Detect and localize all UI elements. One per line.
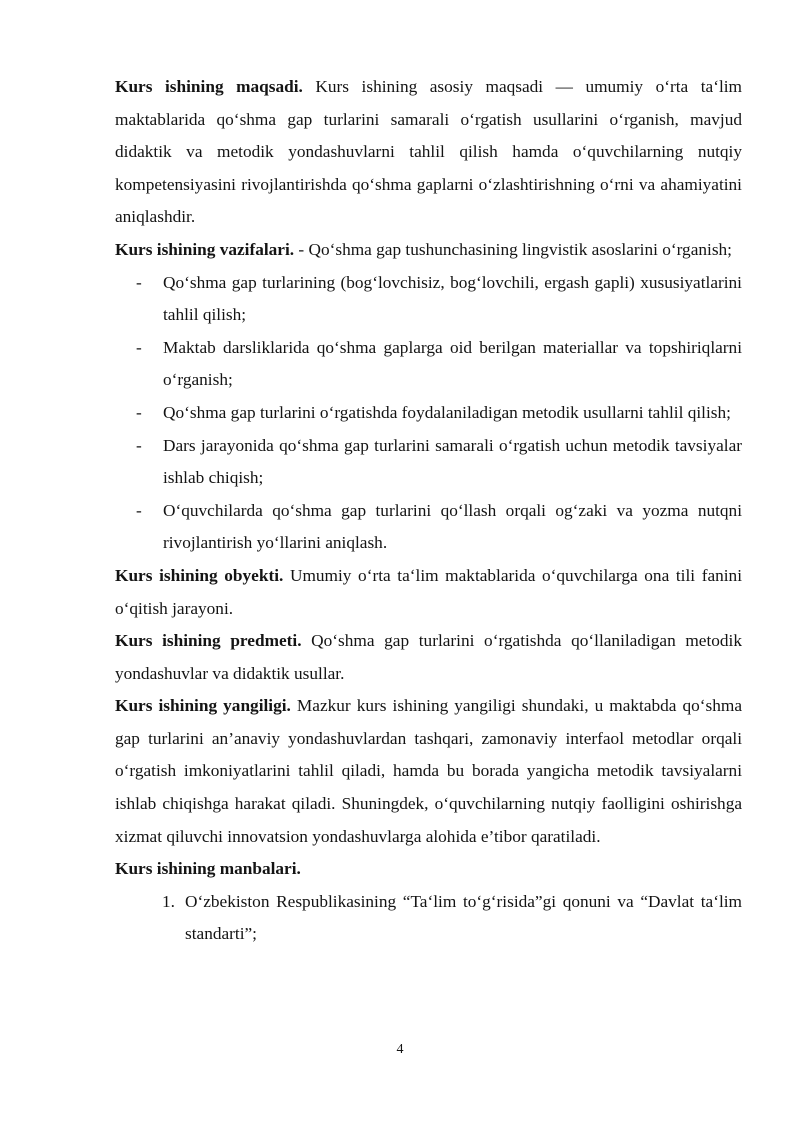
list-item-text: Dars jarayonida qo‘shma gap turlarini samarali o‘rgatish uchun metodik tavsiyalar ishlab chiqish;: [163, 435, 742, 488]
dash-marker: -: [136, 272, 142, 292]
paragraph-obyekt: [115, 560, 742, 625]
list-item-text: Maktab darsliklarida qo‘shma gaplarga oid berilgan materiallar va topshiriqlarni o‘rganish;: [163, 337, 742, 390]
heading-obyekt: Kurs ishining obyekti.: [115, 565, 284, 585]
heading-yangilik: Kurs ishining yangiligi.: [115, 696, 291, 716]
text-vazifalar: - Qo‘shma gap tushunchasining lingvistik asoslarini o‘rganish;: [294, 239, 732, 259]
paragraph-maqsad: [115, 71, 742, 234]
heading-manbalar: Kurs ishining manbalari.: [115, 859, 301, 879]
list-number: 1.: [162, 891, 175, 911]
page-content: [115, 71, 742, 951]
paragraph-predmet: [115, 625, 742, 690]
list-item-text: Qo‘shma gap turlarini o‘rgatishda foydalaniladigan metodik usullarni tahlil qilish;: [163, 402, 731, 422]
task-list: [115, 267, 742, 560]
text-yangilik: Mazkur kurs ishining yangiligi shundaki, u maktabda qo‘shma gap turlarini an’anaviy yondashuvlardan tashqari, zamonaviy interfaol metodlar orqali o‘rgatish imkoniyatlarini tahlil qiladi, hamda bu borada yangicha metodik tavsiyalarni ishlab chiqishga harakat qiladi. Shuningdek, o‘quvchilarning nutqiy faolligini oshirishga xizmat qiluvchi innovatsion yondashuvlarga alohida e’tibor qaratiladi.: [115, 696, 743, 846]
list-item: [115, 267, 742, 332]
list-item: [115, 495, 742, 560]
list-item: [115, 430, 742, 495]
list-item: [115, 332, 742, 397]
heading-maqsad: Kurs ishining maqsadi.: [115, 77, 303, 96]
page-number: 4: [396, 1042, 404, 1057]
list-item-text: O‘quvchilarda qo‘shma gap turlarini qo‘llash orqali og‘zaki va yozma nutqni rivojlantirish yo‘llarini aniqlash.: [163, 500, 742, 553]
text-maqsad: Kurs ishining asosiy maqsadi — umumiy o‘rta ta‘lim maktablarida qo‘shma gap turlarini samarali o‘rgatish usullarini o‘rganish, mavjud didaktik va metodik yondashuvlarni tahlil qilish hamda o‘quvchilarning nutqiy kompetensiyasini rivojlantirishda qo‘shma gaplarni o‘zlashtirishning o‘rni va ahamiyatini aniqlashdir.: [115, 77, 743, 227]
text-obyekt: Umumiy o‘rta ta‘lim maktablarida o‘quvchilarga ona tili fanini o‘qitish jarayoni.: [115, 565, 742, 618]
list-item: [115, 397, 742, 430]
dash-marker: -: [136, 337, 142, 357]
paragraph-manbalar: [115, 853, 742, 886]
paragraph-yangilik: [115, 690, 742, 853]
source-list: [115, 886, 742, 951]
paragraph-vazifalar: [115, 234, 742, 267]
heading-predmet: Kurs ishining predmeti.: [115, 631, 302, 651]
dash-marker: -: [136, 402, 142, 422]
dash-marker: -: [136, 500, 142, 520]
list-item-text: O‘zbekiston Respublikasining “Ta‘lim to‘g‘risida”gi qonuni va “Davlat ta‘lim standarti”;: [185, 891, 742, 944]
list-item-text: Qo‘shma gap turlarining (bog‘lovchisiz, bog‘lovchili, ergash gapli) xususiyatlarini tahlil qilish;: [163, 272, 742, 325]
text-predmet: Qo‘shma gap turlarini o‘rgatishda qo‘llaniladigan metodik yondashuvlar va didaktik usullar.: [115, 631, 743, 683]
dash-marker: -: [136, 435, 142, 455]
list-item: [115, 886, 742, 951]
heading-vazifalar: Kurs ishining vazifalari.: [115, 239, 295, 259]
